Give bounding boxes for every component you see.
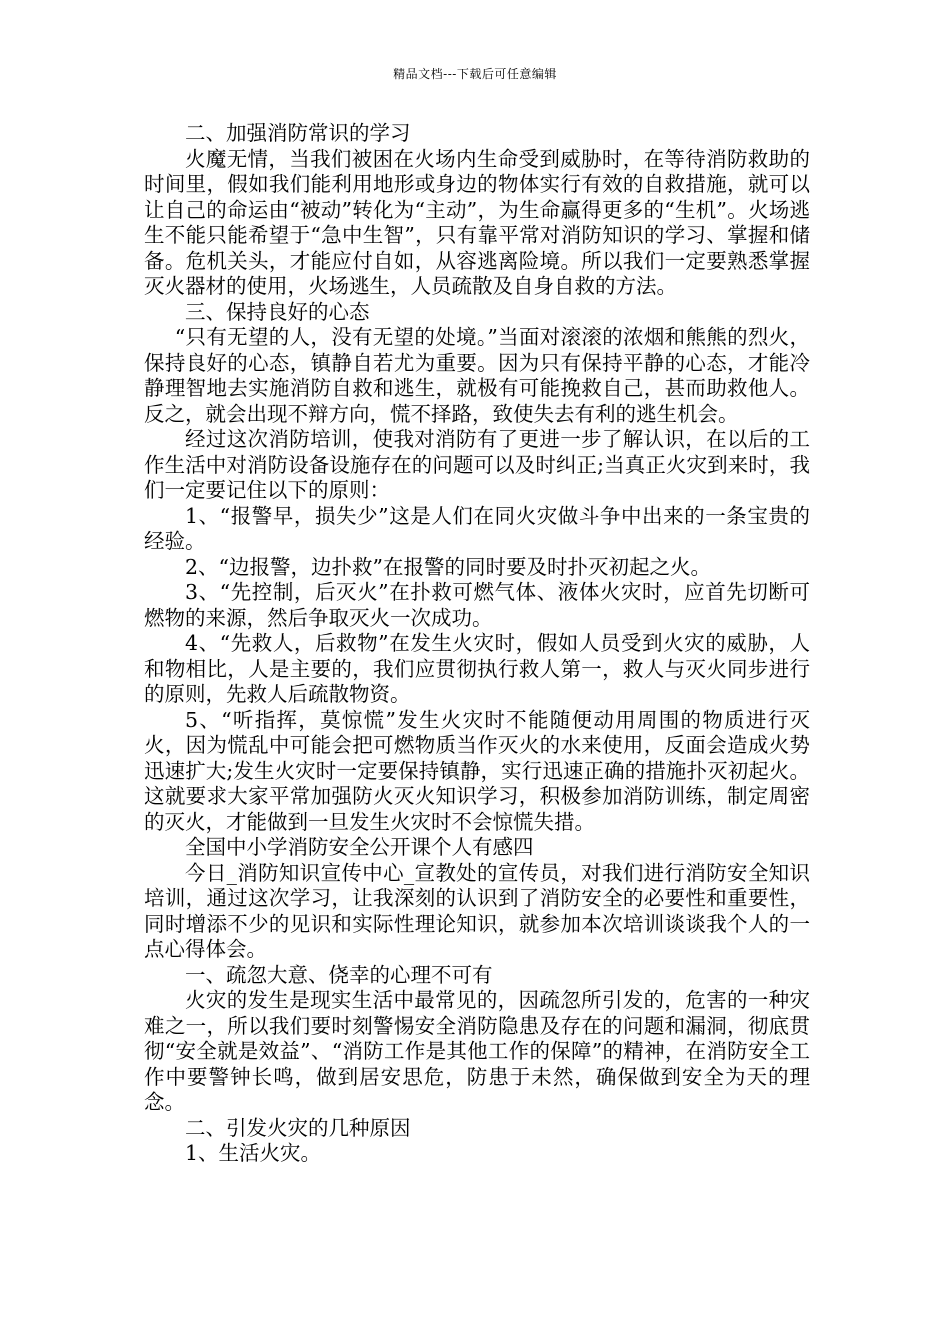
document-body xyxy=(144,121,810,1167)
paragraph: 经过这次消防培训，使我对消防有了更进一步了解认识，在以后的工作生活中对消防设备设施存在的问题可以及时纠正;当真正火灾到来时，我们一定要记住以下的原则： xyxy=(144,427,810,502)
list-item: 5、“听指挥，莫惊慌”发生火灾时不能随便动用周围的物质进行灭火，因为慌乱中可能会把可燃物质当作灭火的水来使用，反面会造成火势迅速扩大;发生火灾时一定要保持镇静，实行迅速正确的措施扑灭初起火。这就要求大家平常加强防火灭火知识学习，积极参加消防训练，制定周密的灭火，才能做到一旦发生火灾时不会惊慌失措。 xyxy=(144,707,810,834)
list-item: 4、“先救人，后救物”在发生火灾时，假如人员受到火灾的威胁，人和物相比，人是主要的，我们应贯彻执行救人第一，救人与灭火同步进行的原则，先救人后疏散物资。 xyxy=(144,631,810,706)
section-heading: 二、加强消防常识的学习 xyxy=(185,121,411,145)
list-item: 2、“边报警，边扑救”在报警的同时要及时扑灭初起之火。 xyxy=(185,554,712,579)
paragraph: 今日_消防知识宣传中心_宣教处的宣传员，对我们进行消防安全知识培训，通过这次学习，让我深刻的认识到了消防安全的必要性和重要性，同时增添不少的见识和实际性理论知识，就参加本次培训谈谈我个人的一点心得体会。 xyxy=(144,860,810,961)
list-item: 1、生活火灾。 xyxy=(185,1141,322,1165)
list-item: 1、“报警早，损失少”这是人们在同火灾做斗争中出来的一条宝贵的经验。 xyxy=(144,503,810,553)
section-heading: 三、保持良好的心态 xyxy=(185,299,370,324)
paragraph: “只有无望的人，没有无望的处境。”当面对滚滚的浓烟和熊熊的烈火，保持良好的心态，镇静自若尤为重要。因为只有保持平静的心态，才能冷静理智地去实施消防自救和逃生，就极有可能挽救自己，甚而助救他人。反之，就会出现不辩方向，慌不择路，致使失去有利的逃生机会。 xyxy=(144,325,810,426)
paragraph: 火魔无情，当我们被困在火场内生命受到威胁时，在等待消防救助的时间里，假如我们能利用地形或身边的物体实行有效的自救措施，就可以让自己的命运由“被动”转化为“主动”，为生命赢得更多的“生机”。火场逃生不能只能希望于“急中生智”，只有靠平常对消防知识的学习、掌握和储备。危机关头，才能应付自如，从容逃离险境。所以我们一定要熟悉掌握灭火器材的使用，火场逃生，人员疏散及自身自救的方法。 xyxy=(144,146,810,298)
section-heading: 一、疏忽大意、侥幸的心理不可有 xyxy=(185,962,493,987)
list-item: 3、“先控制，后灭火”在扑救可燃气体、液体火灾时，应首先切断可燃物的来源，然后争取灭火一次成功。 xyxy=(144,580,810,630)
article-title: 全国中小学消防安全公开课个人有感四 xyxy=(185,835,534,859)
section-heading: 二、引发火灾的几种原因 xyxy=(185,1115,411,1140)
page-header: 精品文档---下载后可任意编辑 xyxy=(393,67,557,81)
paragraph: 火灾的发生是现实生活中最常见的，因疏忽所引发的，危害的一种灾难之一，所以我们要时刻警惕安全消防隐患及存在的问题和漏洞，彻底贯彻“安全就是效益”、“消防工作是其他工作的保障”的精神，在消防安全工作中要警钟长鸣，做到居安思危，防患于未然，确保做到安全为天的理念。 xyxy=(144,988,810,1114)
